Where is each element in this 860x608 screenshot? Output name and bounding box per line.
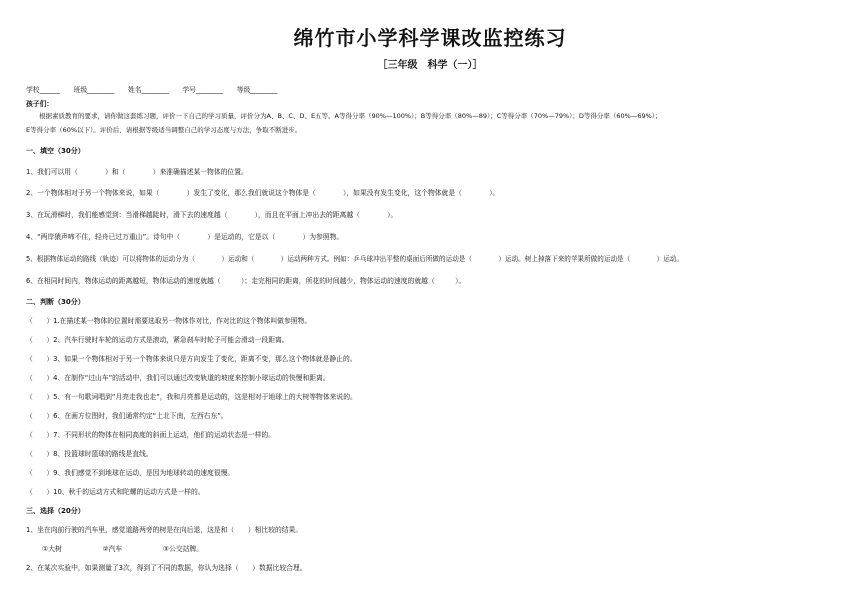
section-heading-choice: 三、选择（20分）	[26, 507, 85, 515]
intro-text-line-1: 根据素质教育的要求，请你做这套练习题，评价一下自己的学习质量，评价分为A、B、C、D、E五等。A等得分率（90%—100%）；B等得分率（80%—89）；C等得分率（70%—79%）；D等得分率（60%—69%）；	[26, 112, 662, 120]
student-info-line: 学校______ 班级________ 姓名________ 学号________ 等级________	[26, 86, 278, 94]
fill-question-2: 2、一个物体相对于另一个物体来说，如果（ ）发生了变化，那么我们就说这个物体是（ ），如果没有发生变化，这个物体就是（ ）。	[26, 189, 500, 197]
judge-question-7: （ ）7、不同形状的物体在相同高度的斜面上运动，他们的运动状态是一样的。	[26, 431, 276, 439]
intro-greeting: 孩子们：	[26, 100, 54, 108]
judge-question-8: （ ）8、投篮球时篮球的路线是直线。	[26, 450, 153, 458]
choice-question-1: 1、坐在向前行驶的汽车里，感觉道路两旁的树是在向后退，这是和（ ）相比较的结果。	[26, 526, 303, 534]
judge-question-10: （ ）10、秋千的运动方式和陀螺的运动方式是一样的。	[26, 488, 205, 496]
page-title: 绵竹市小学科学课改监控练习	[293, 26, 567, 50]
fill-question-5: 5、根据物体运动的路线（轨迹）可以将物体的运动分为（ ）运动和（ ）运动两种方式。例如：乒乓球冲出平整的桌面后所做的运动是（ ）运动。树上掉落下来的苹果所做的运动是（ ）运动。	[26, 255, 683, 263]
judge-question-5: （ ）5、有一句歌词唱到“月亮走我也走”，我和月亮都是运动的，这是相对于地球上的大树等物体来说的。	[26, 393, 357, 401]
page-subtitle: ［三年级 科学（一）］	[377, 60, 483, 71]
judge-question-3: （ ）3、如果一个物体相对于另一个物体来说只是方向发生了变化，距离不变，那么这个物体就是静止的。	[26, 355, 357, 363]
fill-question-1: 1、我们可以用（ ）和（ ）来准确描述某一物体的位置。	[26, 168, 248, 176]
choice-question-2: 2、在某次实验中，如果测量了3次，得到了不同的数据，你认为选择（ ）数据比较合理。	[26, 564, 307, 572]
section-heading-judge: 二、判断（30分）	[26, 298, 85, 306]
fill-question-6: 6、在相同时间内，物体运动的距离越短，物体运动的速度就越（ ）；走完相同的距离，所花的时间越少，物体运动的速度的就越（ ）。	[26, 277, 466, 285]
section-heading-fill: 一、填空（30分）	[26, 147, 85, 155]
judge-question-1: （ ）1.在描述某一物体的位置时需要选取另一物体作对比，作对比的这个物体叫做参照物。	[26, 317, 312, 325]
judge-question-9: （ ）9、我们感觉不到地球在运动，是因为地球转动的速度很慢。	[26, 469, 235, 477]
choice-question-1-options: ①大树 ②汽车 ③公交站牌。	[42, 545, 204, 553]
judge-question-2: （ ）2、汽车行驶时车轮的运动方式是滚动，紧急刹车时轮子可能会滑动一段距离。	[26, 336, 289, 344]
judge-question-4: （ ）4、在制作“过山车”的活动中，我们可以通过改变轨道的坡度来控制小球运动的快慢和距离。	[26, 374, 330, 382]
fill-question-3: 3、在玩滑梯时，我们能感觉到：当滑梯越陡时，滑下去的速度越（ ），而且在平面上冲出去的距离越（ ）。	[26, 211, 398, 219]
fill-question-4: 4、“两岸猿声啼不住，轻舟已过万重山”。诗句中（ ）是运动的，它是以（ ）为参照物。	[26, 233, 344, 241]
intro-text-line-2: E等得分率（60%以下）。评价后，请根据等级适当调整自己的学习态度与方法，争取不断进步。	[26, 126, 302, 134]
judge-question-6: （ ）6、在画方位图时，我们通常约定“上北下南，左西右东”。	[26, 412, 228, 420]
